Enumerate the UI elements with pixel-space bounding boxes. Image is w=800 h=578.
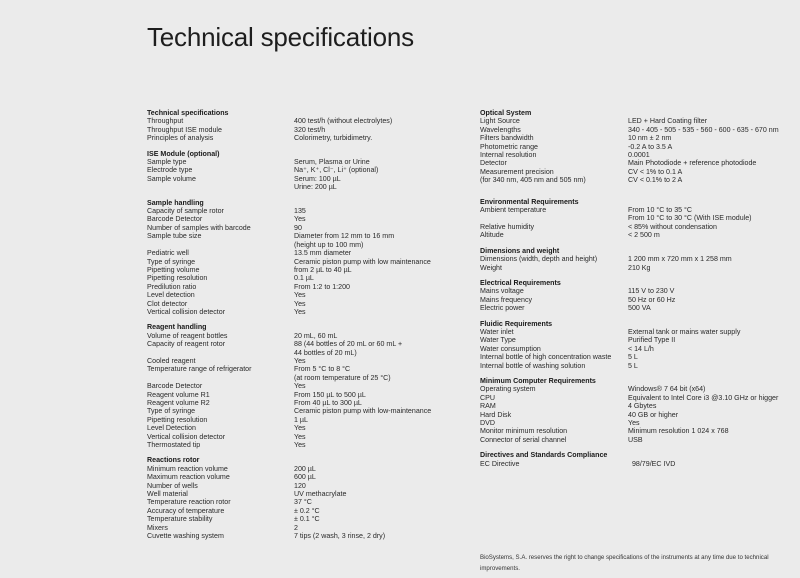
section-title: Optical System	[480, 109, 532, 117]
spec-label: Photometric range	[480, 142, 538, 151]
spec-value: < 2 500 m	[628, 231, 660, 240]
spec-label: DVD	[480, 419, 495, 427]
spec-label: Weight	[480, 263, 502, 272]
spec-value: -0.2 A to 3.5 A	[628, 142, 673, 151]
spec-row	[147, 391, 467, 399]
spec-label: Mains frequency	[480, 295, 533, 304]
spec-value: 10 nm ± 2 nm	[628, 134, 672, 143]
spec-row	[147, 134, 467, 142]
spec-row	[480, 328, 795, 336]
spec-value: 400 test/h (without electrolytes)	[294, 117, 393, 126]
section-title: Reagent handling	[147, 323, 207, 332]
spec-section-minimum-computer-requirements	[480, 377, 795, 444]
spec-row	[480, 427, 795, 435]
section-title: Environmental Requirements	[480, 197, 579, 206]
spec-value: From 10 °C to 30 °C (With ISE module)	[628, 214, 752, 223]
spec-value: Colorimetry, turbidimetry.	[294, 134, 373, 143]
spec-value: Yes	[628, 419, 640, 427]
spec-label: Measurement precision	[480, 167, 554, 176]
spec-label: Detector	[480, 159, 507, 168]
spec-value: ± 0.2 °C	[294, 506, 320, 515]
spec-value: 1 µL	[294, 415, 308, 424]
spec-row	[147, 340, 467, 348]
spec-section-electrical-requirements	[480, 279, 795, 313]
spec-row	[147, 498, 467, 506]
spec-value: 1 200 mm x 720 mm x 1 258 mm	[628, 255, 732, 264]
spec-label: Capacity of sample rotor	[147, 207, 224, 216]
spec-label: Type of syringe	[147, 407, 196, 416]
spec-section-directives-and-standards-compliance	[480, 451, 795, 468]
spec-label: Sample tube size	[147, 232, 202, 241]
section-title: Minimum Computer Requirements	[480, 376, 596, 385]
spec-row	[147, 232, 467, 240]
spec-label: Pediatric well	[147, 249, 189, 258]
spec-value: Main Photodiode + reference photodiode	[628, 159, 757, 168]
spec-row	[480, 296, 795, 304]
spec-value: 200 µL	[294, 464, 316, 473]
section-title: ISE Module (optional)	[147, 149, 220, 158]
spec-value: From 10 °C to 35 °C	[628, 206, 693, 215]
spec-label: Predilution ratio	[147, 282, 197, 291]
spec-label: Type of syringe	[147, 257, 196, 266]
spec-label: Altitude	[480, 231, 504, 240]
spec-value: Windows® 7 64 bit (x64)	[628, 385, 706, 394]
spec-label: Relative humidity	[480, 222, 535, 231]
spec-value: 90	[294, 223, 302, 232]
spec-value: Yes	[294, 356, 306, 365]
spec-row	[147, 258, 467, 266]
spec-value: Yes	[294, 291, 306, 300]
spec-value: 50 Hz or 60 Hz	[628, 295, 676, 304]
spec-row	[480, 411, 795, 419]
spec-value: 44 bottles of 20 mL)	[294, 348, 357, 357]
spec-value: 4 Gbytes	[628, 402, 657, 411]
spec-row	[480, 345, 795, 353]
spec-value: LED + Hard Coating filter	[628, 117, 708, 126]
left-spec-column	[147, 109, 467, 548]
spec-row	[147, 465, 467, 473]
spec-section-environmental-requirements	[480, 198, 795, 240]
spec-value: From 5 °C to 8 °C	[294, 365, 351, 374]
spec-row	[480, 255, 795, 263]
spec-value: Purified Type II	[628, 336, 676, 345]
spec-label: Monitor minimum resolution	[480, 427, 568, 436]
spec-row	[147, 300, 467, 308]
spec-label: RAM	[480, 402, 496, 411]
spec-label: Capacity of reagent rotor	[147, 340, 226, 349]
spec-value: Yes	[294, 307, 306, 316]
spec-row	[147, 274, 467, 282]
spec-row	[147, 416, 467, 424]
spec-value: 5 L	[628, 361, 638, 370]
spec-label: (for 340 nm, 405 nm and 505 nm)	[480, 176, 586, 185]
spec-value: Serum, Plasma or Urine	[294, 158, 370, 167]
spec-label: Principles of analysis	[147, 134, 214, 143]
spec-value: From 150 µL to 500 µL	[294, 390, 366, 399]
section-title: Directives and Standards Compliance	[480, 451, 608, 460]
spec-label: Maximum reaction volume	[147, 473, 230, 482]
spec-row	[147, 374, 467, 382]
spec-value: 0.1 µL	[294, 274, 314, 283]
spec-label: Cuvette washing system	[147, 532, 224, 541]
spec-label: Sample volume	[147, 174, 196, 183]
spec-label: Level detection	[147, 291, 195, 300]
spec-value: 340 - 405 - 505 - 535 - 560 - 600 - 635 - 670 nm	[628, 125, 779, 134]
spec-label: Reagent volume R2	[147, 399, 210, 407]
spec-row	[147, 332, 467, 340]
spec-row	[147, 424, 467, 432]
spec-row	[480, 385, 795, 393]
spec-row	[147, 357, 467, 365]
spec-label: EC Directive	[480, 459, 520, 468]
spec-value: Yes	[294, 382, 306, 391]
spec-row	[147, 291, 467, 299]
spec-label: Internal resolution	[480, 151, 537, 160]
spec-label: Internal bottle of high concentration waste	[480, 353, 612, 362]
spec-row	[147, 382, 467, 390]
spec-label: Pipetting volume	[147, 265, 200, 274]
spec-label: Temperature stability	[147, 515, 213, 524]
spec-value: CV < 1% to 0.1 A	[628, 167, 683, 176]
spec-value: Na⁺, K⁺, Cl⁻, Li⁺ (optional)	[294, 166, 379, 175]
spec-label: Level Detection	[147, 424, 196, 433]
spec-row	[147, 175, 467, 183]
spec-value: 320 test/h	[294, 125, 326, 134]
spec-label: Water consumption	[480, 344, 541, 353]
spec-value: < 85% without condensation	[628, 222, 717, 231]
spec-label: Vertical collision detector	[147, 307, 226, 316]
spec-label: CPU	[480, 393, 495, 402]
spec-value: 210 Kg	[628, 263, 651, 272]
spec-label	[480, 214, 628, 222]
spec-value: Ceramic piston pump with low-maintenance	[294, 407, 432, 416]
spec-section-technical-specifications	[147, 109, 467, 143]
spec-label: Dimensions (width, depth and height)	[480, 255, 598, 264]
spec-label: Number of samples with barcode	[147, 223, 251, 232]
spec-value: (at room temperature of 25 °C)	[294, 373, 391, 382]
spec-section-ise-module-optional	[147, 150, 467, 192]
spec-value: (height up to 100 mm)	[294, 240, 364, 249]
spec-value: From 1:2 to 1:200	[294, 282, 350, 291]
spec-row	[480, 362, 795, 370]
spec-row	[147, 241, 467, 249]
section-title: Technical specifications	[147, 109, 229, 117]
spec-label: Water Type	[480, 336, 516, 345]
section-title: Fluidic Requirements	[480, 319, 553, 328]
spec-row	[147, 441, 467, 449]
spec-row	[480, 264, 795, 272]
spec-label: Thermostated tip	[147, 441, 201, 450]
spec-row	[480, 168, 795, 176]
spec-value: 13.5 mm diameter	[294, 249, 352, 258]
spec-row	[480, 460, 795, 468]
spec-row	[480, 143, 795, 151]
spec-value: 135	[294, 207, 306, 216]
spec-value: USB	[628, 435, 643, 444]
spec-row	[480, 419, 795, 427]
spec-label: Temperature reaction rotor	[147, 498, 231, 507]
spec-label: Light Source	[480, 117, 520, 126]
spec-row	[147, 117, 467, 125]
spec-row	[480, 223, 795, 231]
spec-row	[147, 507, 467, 515]
spec-value: 37 °C	[294, 498, 312, 507]
spec-value: CV < 0.1% to 2 A	[628, 176, 683, 185]
spec-value: External tank or mains water supply	[628, 327, 741, 336]
spec-value: Minimum resolution 1 024 x 768	[628, 427, 729, 436]
spec-section-fluidic-requirements	[480, 320, 795, 370]
spec-label: Water inlet	[480, 327, 514, 336]
spec-value: 600 µL	[294, 473, 316, 482]
spec-label: Reagent volume R1	[147, 390, 210, 399]
spec-label: Sample type	[147, 158, 187, 167]
spec-label: Filters bandwidth	[480, 134, 534, 143]
disclaimer-footnote: BioSystems, S.A. reserves the right to change specifications of the instruments at any time due to technical improvements.	[480, 554, 769, 572]
spec-label: Hard Disk	[480, 410, 512, 419]
section-title: Dimensions and weight	[480, 246, 560, 255]
spec-label: Accuracy of temperature	[147, 506, 225, 515]
spec-row	[147, 532, 467, 540]
spec-section-reagent-handling	[147, 323, 467, 449]
spec-label: Electric power	[480, 304, 525, 313]
spec-row	[480, 134, 795, 142]
spec-value: ± 0.1 °C	[294, 515, 320, 524]
spec-label: Number of wells	[147, 481, 198, 490]
spec-label	[147, 241, 294, 249]
spec-label: Mixers	[147, 523, 168, 532]
spec-row	[480, 231, 795, 239]
spec-label: Well material	[147, 490, 188, 499]
spec-row	[147, 407, 467, 415]
spec-label	[147, 349, 294, 357]
page-title: Technical specifications	[147, 22, 414, 52]
spec-value: from 2 µL to 40 µL	[294, 265, 352, 274]
spec-row	[480, 214, 795, 222]
spec-label: Throughput	[147, 117, 184, 126]
spec-label: Clot detector	[147, 299, 188, 308]
spec-value: Urine: 200 µL	[294, 183, 337, 192]
spec-row	[480, 151, 795, 159]
spec-row	[147, 473, 467, 481]
spec-label: Barcode Detector	[147, 215, 203, 224]
spec-row	[147, 515, 467, 523]
spec-value: 115 V to 230 V	[628, 287, 675, 296]
spec-row	[480, 336, 795, 344]
spec-value: 7 tips (2 wash, 3 rinse, 2 dry)	[294, 532, 386, 541]
spec-label: Mains voltage	[480, 287, 524, 296]
spec-label: Pipetting resolution	[147, 274, 208, 283]
spec-row	[147, 224, 467, 232]
spec-label	[147, 374, 294, 382]
spec-row	[147, 283, 467, 291]
spec-value: 5 L	[628, 353, 638, 362]
spec-value: Diameter from 12 mm to 16 mm	[294, 232, 395, 241]
spec-section-reactions-rotor	[147, 456, 467, 540]
spec-row	[480, 117, 795, 125]
spec-value: Yes	[294, 432, 306, 441]
spec-row	[147, 158, 467, 166]
spec-row	[480, 353, 795, 361]
spec-value: 88 (44 bottles of 20 mL or 60 mL +	[294, 340, 403, 349]
spec-label: Operating system	[480, 385, 536, 394]
spec-label: Barcode Detector	[147, 382, 203, 391]
spec-value: Yes	[294, 215, 306, 224]
section-title: Sample handling	[147, 198, 204, 207]
spec-value: 500 VA	[628, 304, 651, 313]
spec-label: Cooled reagent	[147, 356, 196, 365]
spec-row	[147, 365, 467, 373]
spec-value: 98/79/EC IVD	[628, 459, 676, 468]
spec-value: < 14 L/h	[628, 344, 654, 353]
spec-row	[147, 433, 467, 441]
spec-row	[147, 166, 467, 174]
spec-row	[147, 524, 467, 532]
spec-value: Yes	[294, 299, 306, 308]
spec-label: Vertical collision detector	[147, 432, 226, 441]
spec-label: Pipetting resolution	[147, 415, 208, 424]
section-title: Electrical Requirements	[480, 278, 561, 287]
spec-label: Ambient temperature	[480, 206, 547, 215]
spec-row	[480, 436, 795, 444]
spec-row	[147, 207, 467, 215]
spec-row	[147, 482, 467, 490]
spec-label: Throughput ISE module	[147, 125, 222, 134]
spec-row	[480, 176, 795, 184]
spec-label: Volume of reagent bottles	[147, 331, 228, 340]
section-title: Reactions rotor	[147, 456, 200, 465]
spec-value: 120	[294, 481, 306, 490]
spec-row	[147, 490, 467, 498]
spec-value: Yes	[294, 441, 306, 450]
spec-section-dimensions-and-weight	[480, 247, 795, 272]
spec-label: Temperature range of refrigerator	[147, 365, 252, 374]
spec-row	[147, 126, 467, 134]
spec-value: 40 GB or higher	[628, 410, 679, 419]
spec-label: Electrode type	[147, 166, 193, 175]
spec-value: UV methacrylate	[294, 490, 347, 499]
spec-row	[480, 126, 795, 134]
spec-value: Serum: 100 µL	[294, 174, 341, 183]
spec-label: Wavelengths	[480, 125, 521, 134]
right-spec-column	[480, 109, 795, 475]
spec-row	[147, 183, 467, 191]
spec-value: 0.0001	[628, 151, 650, 160]
spec-value: From 40 µL to 300 µL	[294, 399, 362, 407]
spec-row	[147, 215, 467, 223]
spec-label: Connector of serial channel	[480, 435, 567, 444]
spec-section-sample-handling	[147, 199, 467, 317]
spec-row	[147, 249, 467, 257]
spec-row	[480, 159, 795, 167]
spec-value: Equivalent to Intel Core i3 @3.10 GHz or higger	[628, 393, 779, 402]
spec-value: Ceramic piston pump with low maintenance	[294, 257, 431, 266]
spec-row	[147, 349, 467, 357]
spec-label: Internal bottle of washing solution	[480, 361, 586, 370]
spec-row	[480, 402, 795, 410]
spec-label	[147, 183, 294, 191]
spec-value: Yes	[294, 424, 306, 433]
spec-value: 2	[294, 523, 298, 532]
spec-row	[480, 206, 795, 214]
spec-row	[147, 399, 467, 407]
spec-row	[480, 287, 795, 295]
spec-row	[480, 304, 795, 312]
spec-row	[480, 394, 795, 402]
spec-row	[147, 266, 467, 274]
spec-value: 20 mL, 60 mL	[294, 331, 338, 340]
spec-label: Minimum reaction volume	[147, 464, 228, 473]
spec-row	[147, 308, 467, 316]
spec-section-optical-system	[480, 109, 795, 185]
